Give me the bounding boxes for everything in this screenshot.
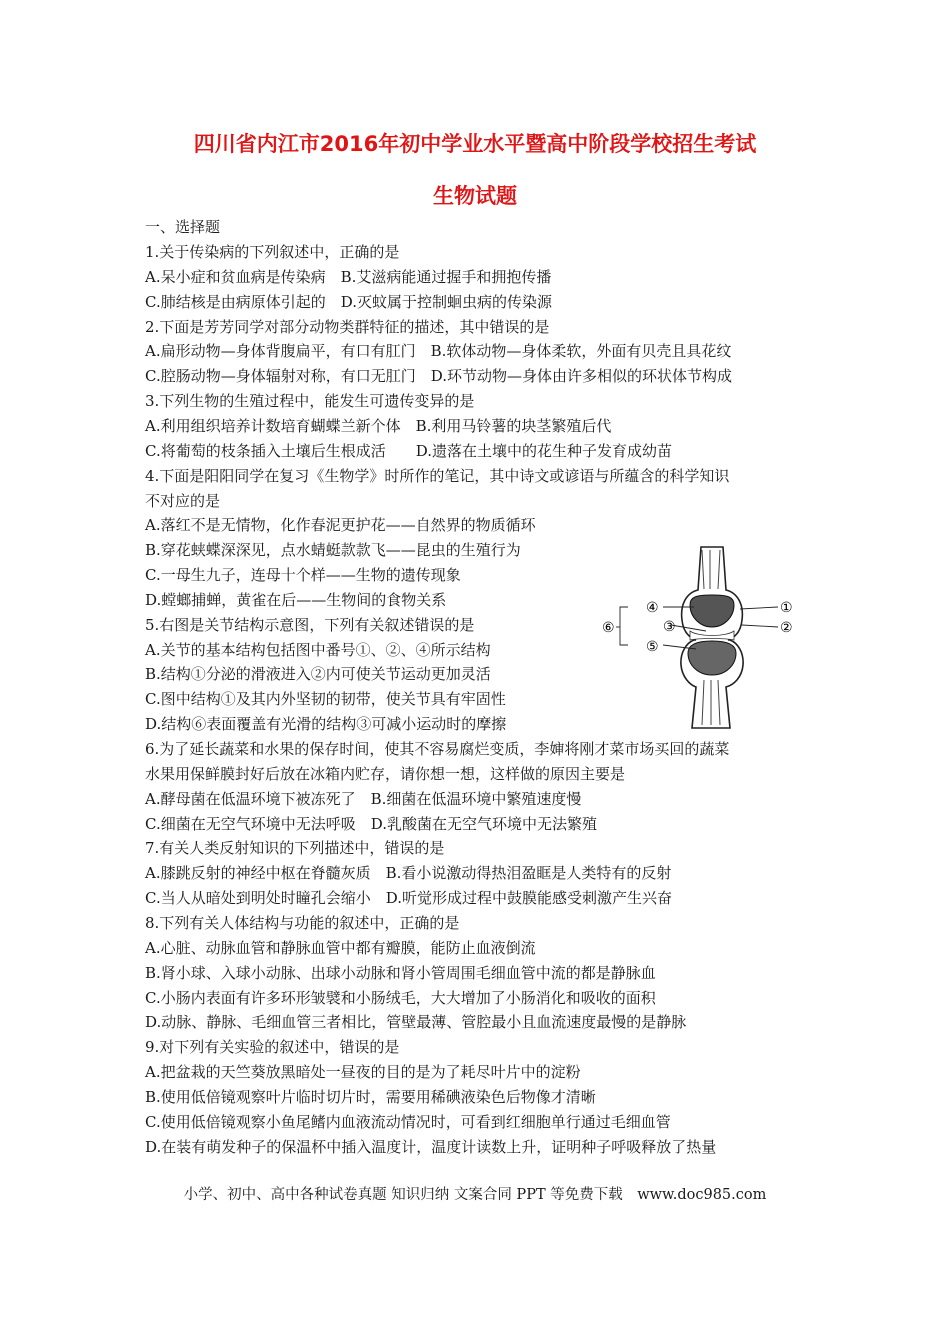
- question-line: 7.有关人类反射知识的下列描述中，错误的是: [145, 839, 445, 857]
- question-line: 3.下列生物的生殖过程中，能发生可遗传变异的是: [145, 392, 475, 410]
- joint-structure-figure: [602, 545, 806, 730]
- question-line: C.一母生九子，连母十个样——生物的遗传现象: [145, 566, 461, 584]
- question-line: 6.为了延长蔬菜和水果的保存时间，使其不容易腐烂变质，李婶将刚才菜市场买回的蔬菜: [145, 740, 730, 758]
- question-line: C.将葡萄的枝条插入土壤后生根成活 D.遗落在土壤中的花生种子发育成幼苗: [145, 442, 672, 460]
- page-subtitle: 生物试题: [433, 184, 517, 208]
- section-heading: 一、选择题: [145, 218, 221, 236]
- page-footer: 小学、初中、高中各种试卷真题 知识归纳 文案合同 PPT 等免费下载 www.doc985.com: [183, 1187, 767, 1203]
- question-line: C.图中结构①及其内外坚韧的韧带，使关节具有牢固性: [145, 690, 506, 708]
- question-line: 水果用保鲜膜封好后放在冰箱内贮存，请你想一想，这样做的原因主要是: [145, 765, 626, 783]
- question-line: D.结构⑥表面覆盖有光滑的结构③可减小运动时的摩擦: [145, 715, 507, 733]
- question-line: C.腔肠动物—身体辐射对称，有口无肛门 D.环节动物—身体由许多相似的环状体节构成: [145, 367, 732, 385]
- question-line: 不对应的是: [145, 492, 221, 510]
- question-line: B.穿花蛱蝶深深见，点水蜻蜓款款飞——昆虫的生殖行为: [145, 541, 521, 559]
- page-title: 四川省内江市2016年初中学业水平暨高中阶段学校招生考试: [193, 132, 757, 156]
- label-3: ③: [663, 619, 676, 635]
- question-line: 4.下面是阳阳同学在复习《生物学》时所作的笔记，其中诗文或谚语与所蕴含的科学知识: [145, 467, 730, 485]
- question-line: 8.下列有关人体结构与功能的叙述中，正确的是: [145, 914, 460, 932]
- label-5: ⑤: [646, 639, 659, 655]
- question-line: D.动脉、静脉、毛细血管三者相比，管壁最薄、管腔最小且血流速度最慢的是静脉: [145, 1013, 687, 1031]
- question-line: 1.关于传染病的下列叙述中，正确的是: [145, 243, 400, 261]
- label-2: ②: [780, 620, 793, 636]
- question-line: C.肺结核是由病原体引起的 D.灭蚊属于控制蛔虫病的传染源: [145, 293, 552, 311]
- label-6: ⑥: [602, 620, 615, 636]
- question-line: C.当人从暗处到明处时瞳孔会缩小 D.听觉形成过程中鼓膜能感受刺激产生兴奋: [145, 889, 672, 907]
- label-4: ④: [646, 600, 659, 616]
- question-line: 5.右图是关节结构示意图，下列有关叙述错误的是: [145, 616, 475, 634]
- question-line: A.落红不是无情物，化作春泥更护花——自然界的物质循环: [145, 516, 536, 534]
- question-line: A.膝跳反射的神经中枢在脊髓灰质 B.看小说激动得热泪盈眶是人类特有的反射: [145, 864, 672, 882]
- question-line: B.肾小球、入球小动脉、出球小动脉和肾小管周围毛细血管中流的都是静脉血: [145, 964, 656, 982]
- question-line: D.在装有萌发种子的保温杯中插入温度计，温度计读数上升，证明种子呼吸释放了热量: [145, 1138, 717, 1156]
- question-line: A.利用组织培养计数培育蝴蝶兰新个体 B.利用马铃薯的块茎繁殖后代: [145, 417, 612, 435]
- question-line: B.结构①分泌的滑液进入②内可使关节运动更加灵活: [145, 665, 491, 683]
- question-line: A.酵母菌在低温环境下被冻死了 B.细菌在低温环境中繁殖速度慢: [145, 790, 582, 808]
- label-1: ①: [780, 600, 793, 616]
- question-line: A.扁形动物—身体背腹扁平，有口有肛门 B.软体动物—身体柔软，外面有贝壳且具花纹: [145, 342, 732, 360]
- question-line: A.把盆栽的天竺葵放黑暗处一昼夜的目的是为了耗尽叶片中的淀粉: [145, 1063, 581, 1081]
- question-line: D.螳螂捕蝉，黄雀在后——生物间的食物关系: [145, 591, 447, 609]
- question-line: B.使用低倍镜观察叶片临时切片时，需要用稀碘液染色后物像才清晰: [145, 1088, 596, 1106]
- question-line: A.心脏、动脉血管和静脉血管中都有瓣膜，能防止血液倒流: [145, 939, 536, 957]
- question-line: 2.下面是芳芳同学对部分动物类群特征的描述，其中错误的是: [145, 318, 550, 336]
- question-line: C.小肠内表面有许多环形皱襞和小肠绒毛，大大增加了小肠消化和吸收的面积: [145, 989, 656, 1007]
- question-line: C.使用低倍镜观察小鱼尾鳍内血液流动情况时，可看到红细胞单行通过毛细血管: [145, 1113, 671, 1131]
- question-line: C.细菌在无空气环境中无法呼吸 D.乳酸菌在无空气环境中无法繁殖: [145, 815, 597, 833]
- question-line: 9.对下列有关实验的叙述中，错误的是: [145, 1038, 400, 1056]
- question-line: A.关节的基本结构包括图中番号①、②、④所示结构: [145, 641, 491, 659]
- question-line: A.呆小症和贫血病是传染病 B.艾滋病能通过握手和拥抱传播: [145, 268, 552, 286]
